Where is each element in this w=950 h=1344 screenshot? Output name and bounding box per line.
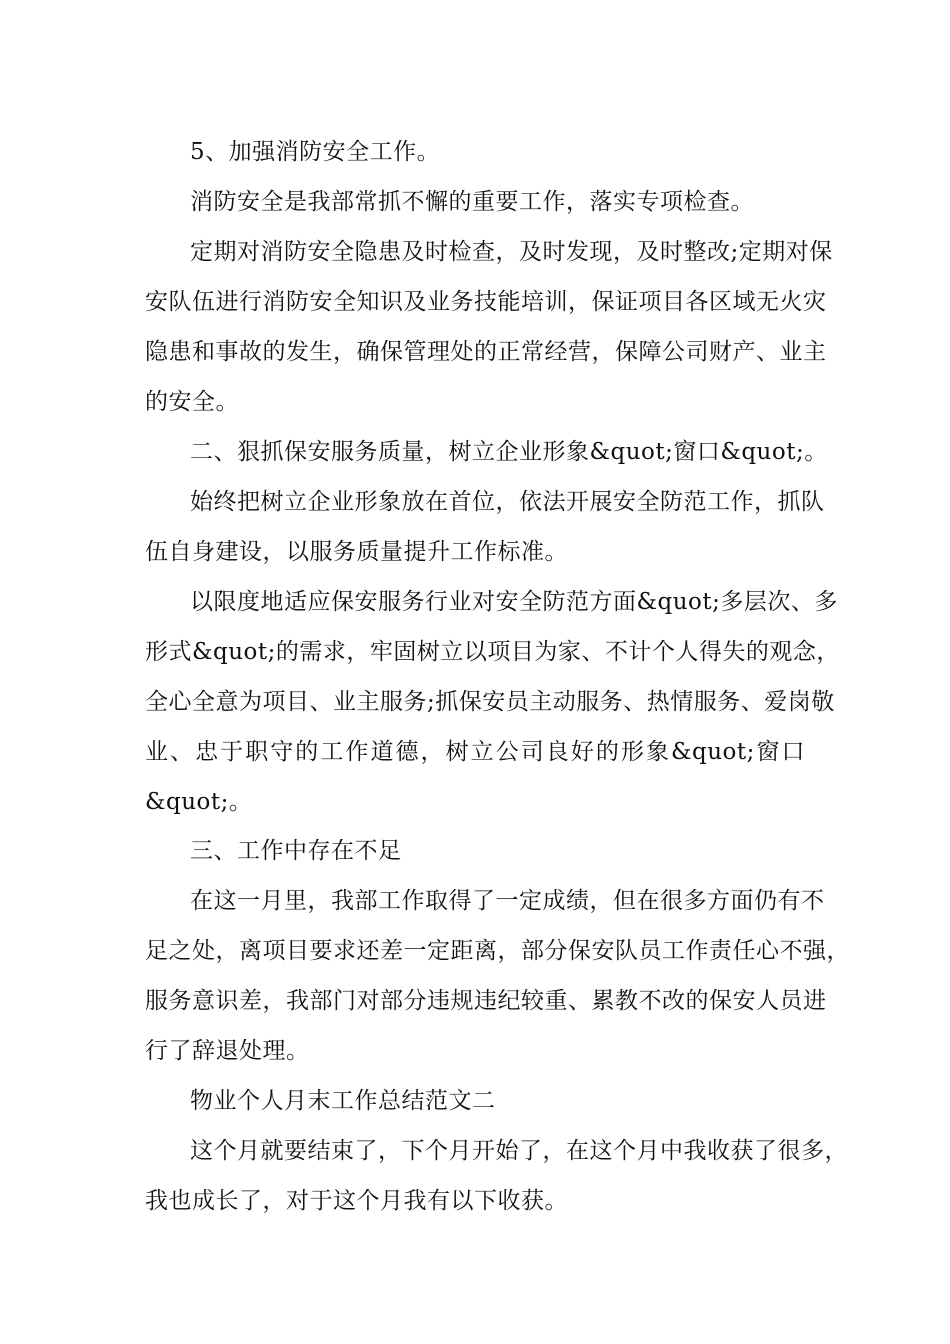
paragraph-line: 我也成长了，对于这个月我有以下收获。 — [145, 1188, 568, 1214]
paragraph-line: 足之处，离项目要求还差一定距离，部分保安队员工作责任心不强， — [145, 938, 850, 964]
section-heading-shortcomings: 三、工作中存在不足 — [190, 838, 402, 864]
section-heading-sample-two: 物业个人月末工作总结范文二 — [190, 1088, 496, 1114]
paragraph-line: 形式&quot;的需求，牢固树立以项目为家、不计个人得失的观念， — [145, 639, 840, 665]
paragraph-line: 隐患和事故的发生，确保管理处的正常经营，保障公司财产、业主 — [145, 339, 827, 365]
paragraph-line: 安队伍进行消防安全知识及业务技能培训，保证项目各区域无火灾 — [145, 289, 827, 315]
paragraph-line: 这个月就要结束了，下个月开始了，在这个月中我收获了很多， — [190, 1138, 848, 1164]
paragraph-line: 定期对消防安全隐患及时检查，及时发现，及时整改;定期对保 — [190, 239, 833, 265]
paragraph-line: 消防安全是我部常抓不懈的重要工作，落实专项检查。 — [190, 189, 754, 215]
paragraph-line: 全心全意为项目、业主服务;抓保安员主动服务、热情服务、爱岗敬 — [145, 689, 835, 715]
paragraph-line: &quot;。 — [145, 789, 253, 815]
section-heading-fire-safety: 5、加强消防安全工作。 — [190, 139, 441, 165]
paragraph-line: 行了辞退处理。 — [145, 1038, 310, 1064]
paragraph-line: 伍自身建设，以服务质量提升工作标准。 — [145, 539, 568, 565]
paragraph-line: 服务意识差，我部门对部分违规违纪较重、累教不改的保安人员进 — [145, 988, 827, 1014]
paragraph-line: 始终把树立企业形象放在首位，依法开展安全防范工作，抓队 — [190, 489, 825, 515]
paragraph-line: 以限度地适应保安服务行业对安全防范方面&quot;多层次、多 — [190, 589, 838, 615]
paragraph-line: 业、忠于职守的工作道德，树立公司良好的形象&quot;窗口 — [145, 739, 805, 765]
paragraph-line: 在这一月里，我部工作取得了一定成绩，但在很多方面仍有不 — [190, 888, 825, 914]
paragraph-line: 的安全。 — [145, 389, 239, 415]
section-heading-service-quality: 二、狠抓保安服务质量，树立企业形象&quot;窗口&quot;。 — [190, 439, 828, 465]
